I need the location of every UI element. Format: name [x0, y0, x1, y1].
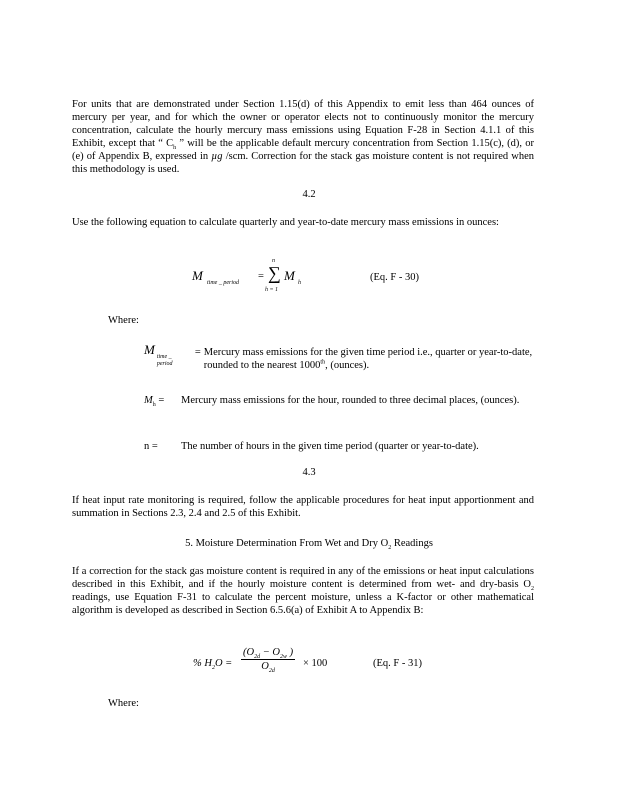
summation-symbol: ∑: [268, 263, 281, 283]
mercury-default-paragraph: For units that are demonstrated under Section 1.15(d) of this Appendix to emit less than 464 ounces of mercury per year, and for which the owner or operator elects not to continuously monitor the mercury concentration, calculate the hourly mercury mass emissions using Equation F-28 in Section 4.1.1 of this Exhibit, except that “ $C_h$ ” will be the applicable default mercury concentration from Section 1.15(c), (d), or (e) of Appendix B, expressed in µg /scm. Correction for the stack gas moisture content is not required when this methodology is used.: [72, 99, 534, 176]
eq-f30-lhs: M: [192, 268, 203, 283]
section-4-2-heading: 4.2: [302, 189, 316, 200]
section-5-heading: 5. Moisture Determination From Wet and Dry $O_2$ Readings: [185, 538, 433, 552]
section-4-3-heading: 4.3: [302, 467, 316, 478]
eq-f31-label: (Eq. F - 31): [373, 658, 422, 669]
unit-ug: µg: [211, 151, 223, 163]
section-5-text: If a correction for the stack gas moisture content is required in any of the emissions or heat input calculations described in this Exhibit, and if the hourly moisture content is determined from wet- and dry-basis $O_2$ readings, use Equation F-31 to calculate the percent moisture, unless a K-factor or other mathematical algorithm is developed as described in Section 6.5.6(a) of Exhibit A to Appendix B:: [72, 566, 534, 617]
definition-n: n = The number of hours in the given time period (quarter or year-to-date).: [144, 441, 479, 452]
where-label-2: Where:: [108, 698, 139, 709]
eq-f30-label: (Eq. F - 30): [370, 272, 419, 283]
c-subscript: h: [173, 145, 177, 152]
equation-f31: % $H_2O$ = $\frac{(O_{2d} - O_{2w} )}{O_{2d}}$ × 100 (Eq. F - 31): [193, 647, 422, 675]
section-4-2-intro: Use the following equation to calculate quarterly and year-to-date mercury mass emissions in ounces:: [72, 217, 499, 228]
eq-f30-lhs-subscript: time _ period: [207, 280, 239, 286]
equation-f30: M time _ period = n ∑ h = 1 M h (Eq. F - 30): [192, 258, 419, 293]
definition-m-h: $M_h$ = Mercury mass emissions for the hour, rounded to three decimal places, (ounces).: [144, 395, 520, 409]
definition-m-time-period: M time _ period = Mercury mass emissions for the given time period i.e., quarter or year-to-date, rounded to the nearest 1000th, (ounces).: [144, 342, 533, 372]
section-4-3-text: If heat input rate monitoring is required, follow the applicable procedures for heat input apportionment and summation in Sections 2.3, 2.4 and 2.5 of this Exhibit.: [72, 495, 534, 520]
where-label-1: Where:: [108, 315, 139, 326]
eq-f31-fraction: $\frac{(O_{2d} - O_{2w} )}{O_{2d}}$: [243, 647, 294, 675]
